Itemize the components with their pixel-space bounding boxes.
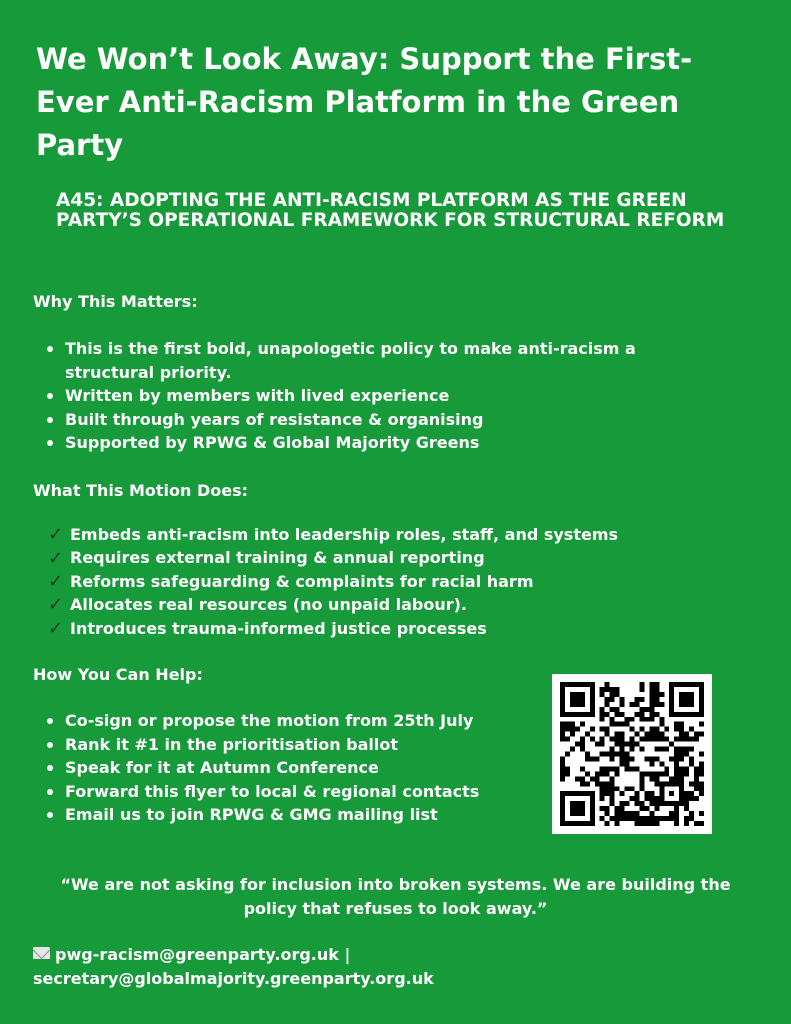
motion-item-label: Introduces trauma-informed justice processes: [70, 618, 487, 638]
help-item: Rank it #1 in the prioritisation ballot: [44, 733, 704, 757]
motion-item: [48, 523, 728, 546]
contact-email-1[interactable]: pwg-racism@greenparty.org.uk |: [55, 945, 351, 964]
why-list: [44, 337, 704, 455]
why-item: Written by members with lived experience: [44, 384, 704, 408]
why-heading: Why This Matters:: [33, 292, 198, 311]
help-item: Speak for it at Autumn Conference: [44, 756, 704, 780]
motion-heading: What This Motion Does:: [33, 481, 248, 500]
motion-item-label: Embeds anti-racism into leadership roles, staff, and systems: [70, 525, 619, 544]
motion-item: [48, 570, 728, 593]
help-item: Co-sign or propose the motion from 25th July: [44, 709, 704, 733]
why-item: Supported by RPWG & Global Majority Greens: [44, 431, 704, 455]
closing-quote: “We are not asking for inclusion into broken systems. We are building the policy that refuses to look away.”: [60, 875, 731, 918]
qr-code-pattern: [560, 682, 704, 826]
motion-item-label: Allocates real resources (no unpaid labour).: [70, 595, 467, 615]
qr-code[interactable]: [552, 674, 712, 834]
motion-item-label: Requires external training & annual reporting: [70, 548, 485, 568]
motion-item-label: Reforms safeguarding & complaints for racial harm: [70, 571, 534, 591]
check-mark-icon: ✓: [48, 594, 64, 616]
help-item: Forward this flyer to local & regional contacts: [44, 780, 704, 804]
why-item: Built through years of resistance & organising: [44, 408, 704, 432]
motion-item: [48, 617, 728, 640]
motion-list: [48, 523, 728, 640]
flyer-title: We Won’t Look Away: Support the First-Ever Anti-Racism Platform in the Green Party: [36, 42, 693, 162]
motion-subtitle: A45: ADOPTING THE ANTI-RACISM PLATFORM AS THE GREEN PARTY’S OPERATIONAL FRAMEWORK FOR STRUCTURAL REFORM: [56, 190, 725, 231]
contact-block: [33, 943, 733, 991]
motion-item: [48, 546, 728, 569]
help-item: Email us to join RPWG & GMG mailing list: [44, 803, 704, 827]
contact-email-2[interactable]: secretary@globalmajority.greenparty.org.uk: [33, 969, 434, 988]
check-mark-icon: ✓: [48, 547, 64, 569]
check-mark-icon: ✓: [48, 571, 64, 593]
envelope-icon: [33, 947, 50, 959]
check-mark-icon: ✓: [48, 617, 64, 639]
check-mark-icon: ✓: [48, 524, 64, 546]
why-item: This is the first bold, unapologetic policy to make anti-racism a structural priority.: [44, 337, 704, 384]
help-heading: How You Can Help:: [33, 665, 203, 684]
motion-item: [48, 593, 728, 616]
contact-line-1: [33, 943, 733, 967]
